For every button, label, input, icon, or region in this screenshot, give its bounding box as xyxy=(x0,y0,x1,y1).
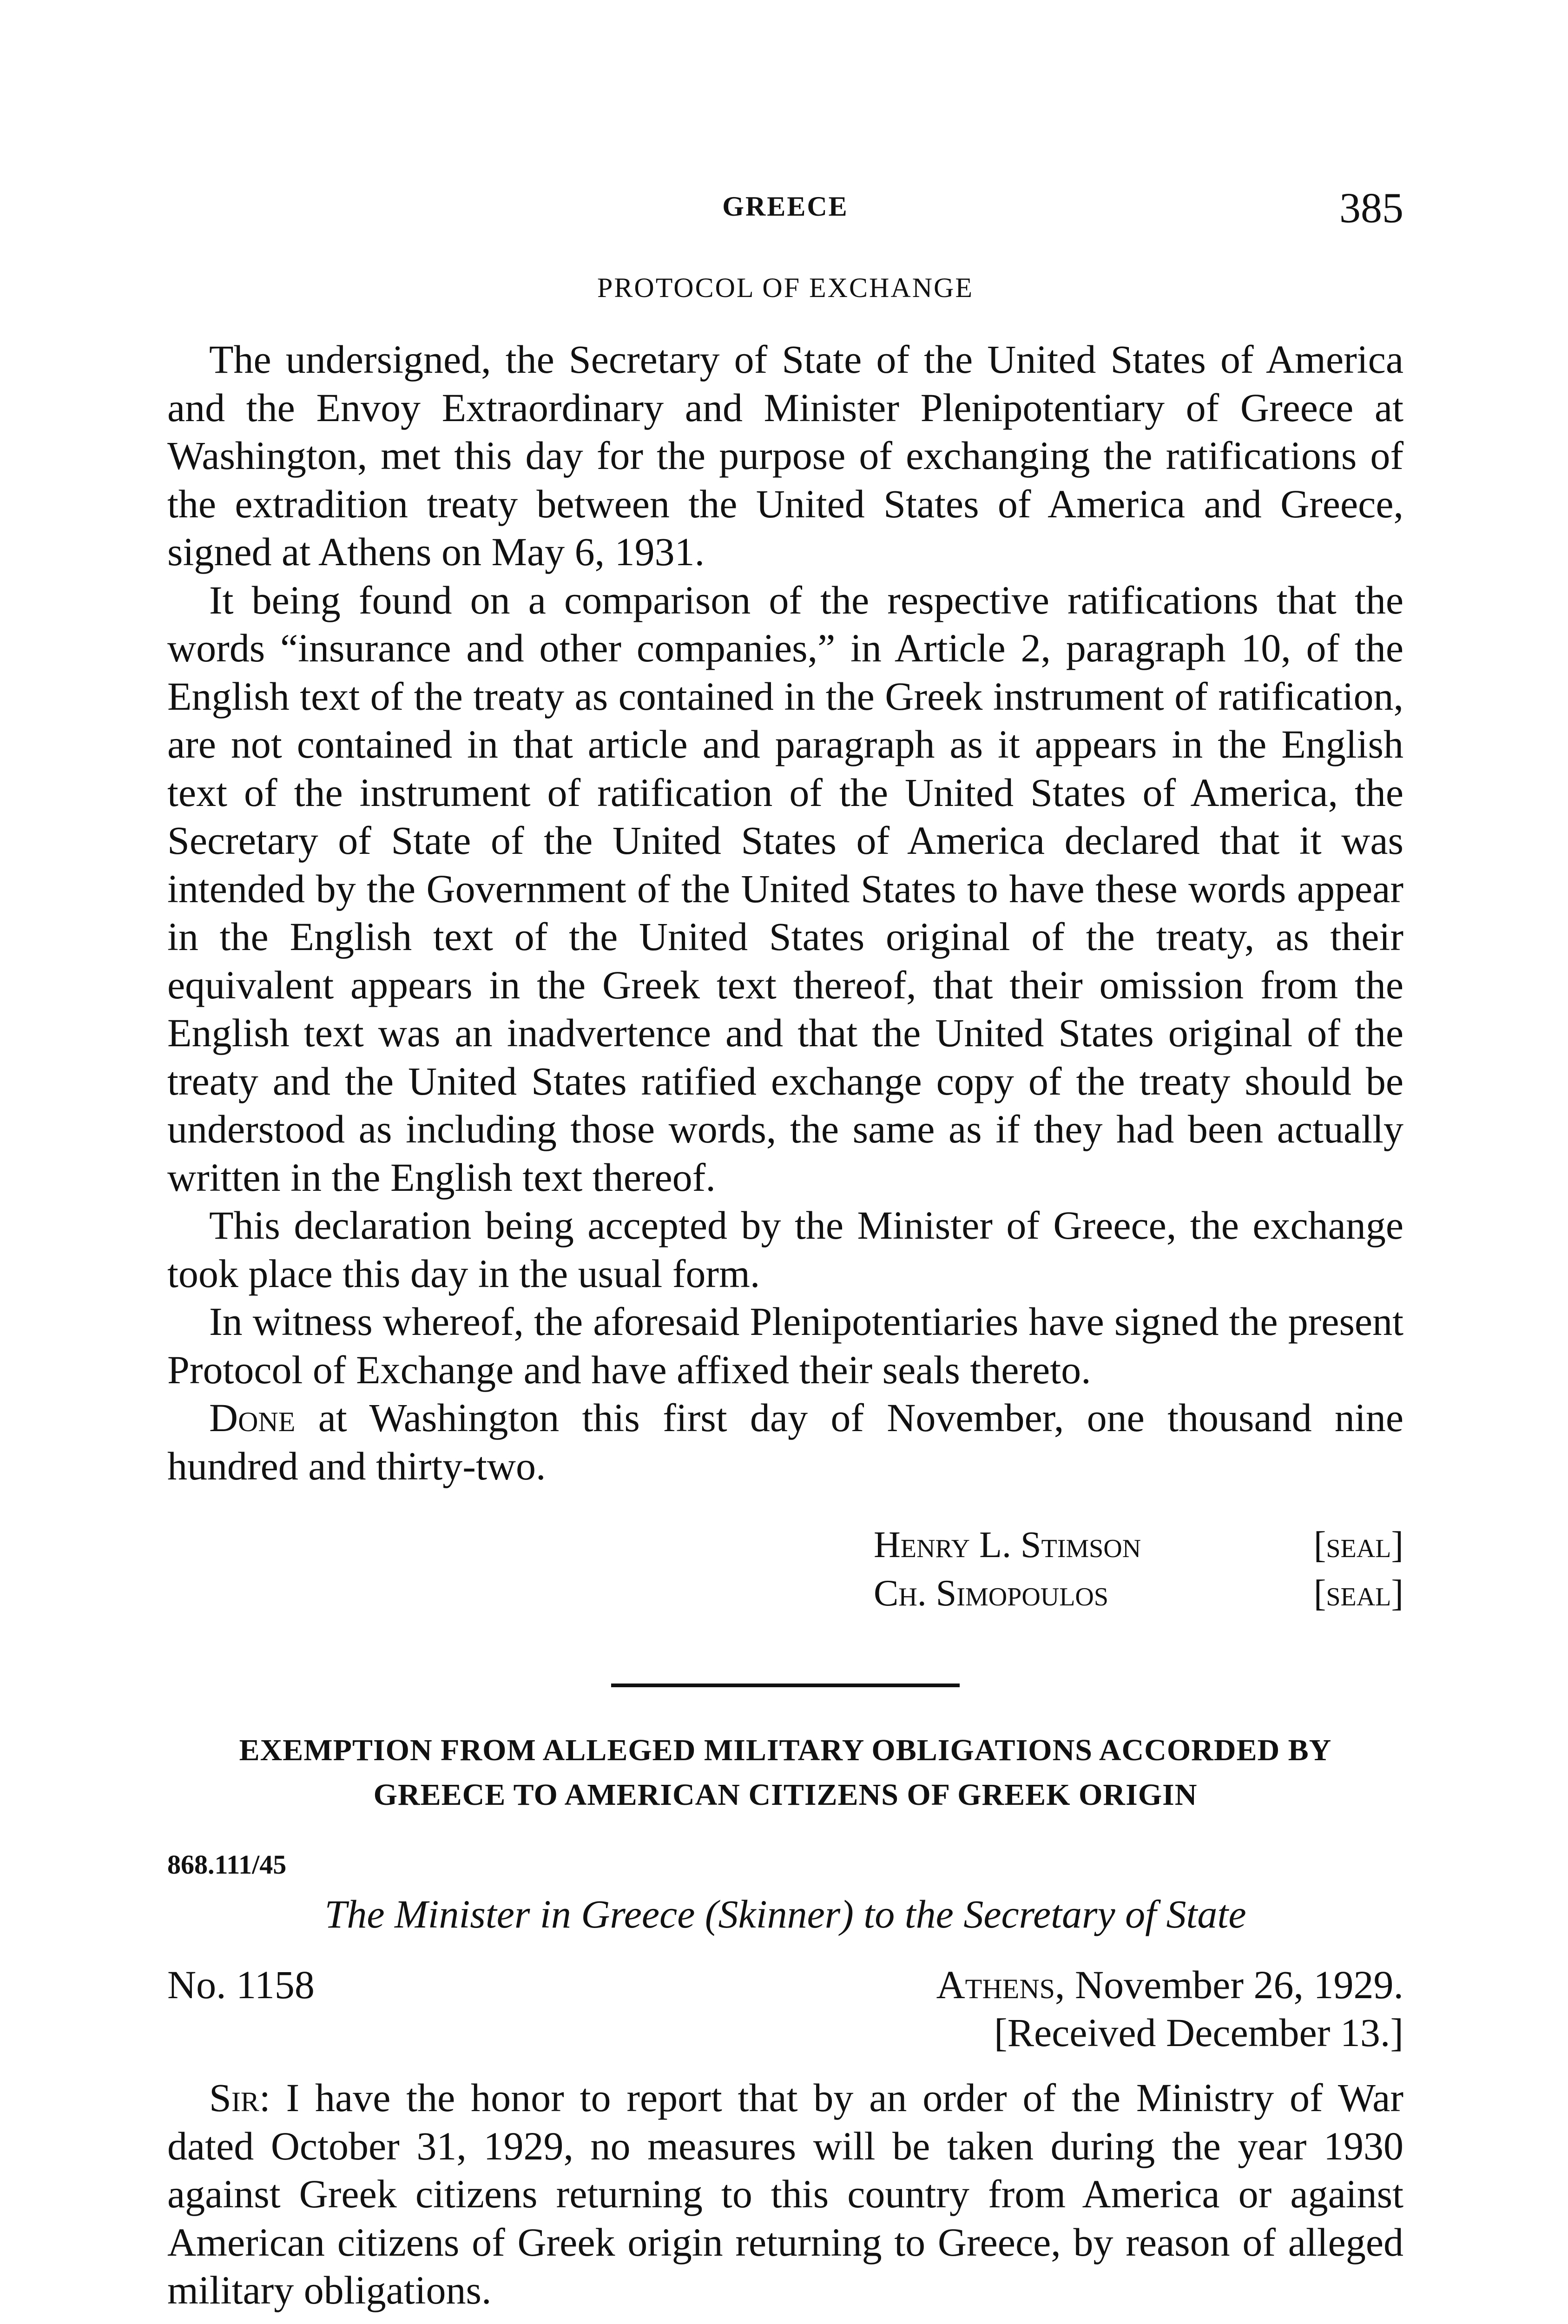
seal-mark: [seal] xyxy=(1313,1525,1403,1565)
running-title: GREECE xyxy=(722,191,849,222)
date: , November 26, 1929. xyxy=(1055,1962,1403,2007)
protocol-paragraph-4: In witness whereof, the aforesaid Plenipotentiaries have signed the present Protocol of Exchange and have affixed their seals thereto. xyxy=(167,1299,1403,1392)
signature-row xyxy=(874,1521,1403,1569)
letter-title: The Minister in Greece (Skinner) to the Secretary of State xyxy=(324,1892,1246,1936)
signature-row xyxy=(874,1569,1403,1618)
letter-text: : I have the honor to report that by an order of the Ministry of War dated October 31, 1929, no measures will be taken during the year 1930 against Greek citizens returning to this country from America or against American citizens of Greek origin returning to Greece, by reason of alleged military obligations. xyxy=(167,2075,1403,2312)
section-heading-line-1: EXEMPTION FROM ALLEGED MILITARY OBLIGATIONS ACCORDED BY xyxy=(239,1733,1332,1767)
file-number: 868.111/45 xyxy=(167,1849,287,1880)
done-rest: at Washington this first day of November, one thousand nine hundred and thirty-two. xyxy=(167,1395,1403,1488)
place-and-date xyxy=(936,1961,1403,2008)
protocol-body xyxy=(167,336,1403,1490)
signatory-name: Ch. Simopoulos xyxy=(874,1573,1108,1614)
salutation: Sir xyxy=(209,2075,259,2120)
letter-body xyxy=(167,2074,1403,2315)
section-heading-line-2: GREECE TO AMERICAN CITIZENS OF GREEK ORIGIN xyxy=(373,1778,1198,1812)
protocol-paragraph-1: The undersigned, the Secretary of State of the United States of America and the Envoy Extraordinary and Minister Plenipotentiary of Greece at Washington, met this day for the purpose of exchanging the ratifications of the extradition treaty between the United States of America and Greece, signed at Athens on May 6, 1931. xyxy=(167,337,1403,574)
signatory-name: Henry L. Stimson xyxy=(874,1525,1141,1565)
place: Athens xyxy=(936,1962,1055,2007)
protocol-title: PROTOCOL OF EXCHANGE xyxy=(597,272,974,303)
protocol-paragraph-3: This declaration being accepted by the Minister of Greece, the exchange took place this day in the usual form. xyxy=(167,1203,1403,1296)
done-lead: Done xyxy=(209,1395,296,1440)
section-heading xyxy=(167,1728,1403,1817)
letter-paragraph xyxy=(167,2074,1403,2315)
page-number: 385 xyxy=(1339,184,1403,231)
signature-block xyxy=(874,1521,1403,1618)
seal-mark: [seal] xyxy=(1313,1573,1403,1614)
section-divider xyxy=(611,1684,960,1687)
protocol-paragraph-5 xyxy=(167,1394,1403,1490)
protocol-paragraph-2: It being found on a comparison of the respective ratifications that the words “insurance and other companies,” in Article 2, paragraph 10, of the English text of the treaty as contained in the Greek instrument of ratification, are not contained in that article and paragraph as it appears in the English text of the instrument of ratification of the United States of America, the Secretary of State of the United States of America declared that it was intended by the Government of the United States to have these words appear in the English text of the United States original of the treaty, as their equivalent appears in the Greek text thereof, that their omission from the English text was an inadvertence and that the United States original of the treaty and the United States ratified exchange copy of the treaty should be understood as including those words, the same as if they had been actually written in the English text thereof. xyxy=(167,577,1403,1200)
document-number: No. 1158 xyxy=(167,1962,315,2007)
running-head xyxy=(167,186,1403,242)
received-note: [Received December 13.] xyxy=(994,2010,1403,2055)
